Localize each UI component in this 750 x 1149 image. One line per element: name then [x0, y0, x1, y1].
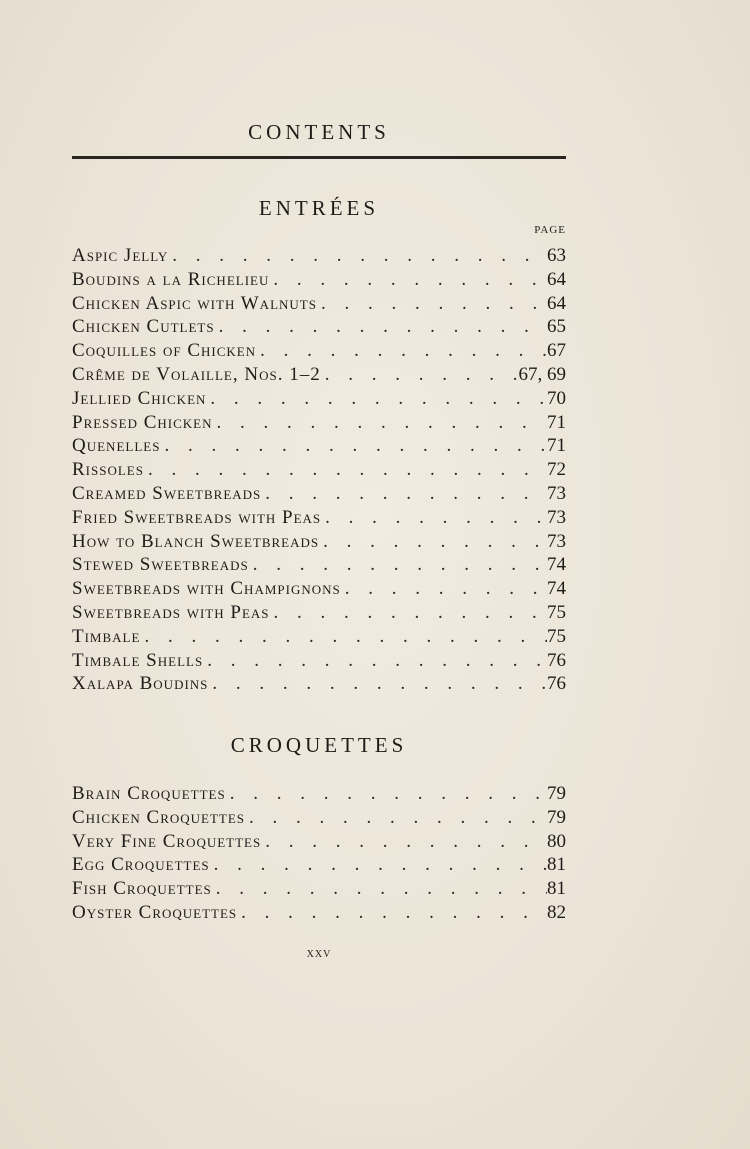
dot-leader	[317, 292, 547, 316]
dot-leader	[144, 458, 547, 482]
toc-entry-title: Egg Croquettes	[72, 854, 210, 876]
toc-entry-title: Jellied Chicken	[72, 387, 207, 409]
page-folio: xxv	[306, 946, 332, 961]
toc-entry	[72, 877, 566, 901]
toc-entry-page: 72	[547, 459, 566, 481]
toc-entry-title: Timbale	[72, 625, 141, 647]
toc-entry-title: Xalapa Boudins	[72, 673, 209, 695]
toc-entry	[72, 482, 566, 506]
toc-entry	[72, 434, 566, 458]
dot-leader	[237, 901, 547, 925]
toc-entry-page: 71	[547, 435, 566, 457]
toc-entry-page: 64	[547, 292, 566, 314]
toc-entry-title: Sweetbreads with Champignons	[72, 578, 341, 600]
toc-entry-page: 64	[547, 268, 566, 290]
toc-entry-title: Rissoles	[72, 459, 144, 481]
dot-leader	[245, 806, 547, 830]
dot-leader	[215, 315, 547, 339]
toc-entry	[72, 625, 566, 649]
toc-entry	[72, 672, 566, 696]
dot-leader	[140, 625, 547, 649]
toc-entry-page: 80	[547, 830, 566, 852]
toc-entry-title: Aspic Jelly	[72, 245, 169, 266]
dot-leader	[256, 339, 547, 363]
section-heading-entrees: ENTRÉES	[258, 196, 380, 220]
toc-entry-title: Crême de Volaille, Nos. 1–2	[72, 363, 321, 385]
toc-entry	[72, 853, 566, 877]
toc-entry-title: Boudins a la Richelieu	[72, 268, 270, 290]
dot-leader	[321, 506, 547, 530]
dot-leader	[208, 672, 547, 696]
toc-entry-title: Chicken Cutlets	[72, 316, 215, 338]
toc-entry-page: 82	[547, 901, 566, 923]
toc-entry-title: Coquilles of Chicken	[72, 340, 257, 362]
toc-entry-title: Brain Croquettes	[72, 783, 226, 804]
toc-entry-title: How to Blanch Sweetbreads	[72, 530, 320, 552]
toc-entry-page: 70	[547, 387, 566, 409]
toc-entry-page: 73	[547, 506, 566, 528]
dot-leader	[261, 482, 547, 506]
dot-leader	[168, 244, 547, 268]
dot-leader	[270, 601, 547, 625]
toc-entry-title: Chicken Aspic with Walnuts	[72, 292, 317, 314]
toc-entry-page: 73	[547, 530, 566, 552]
dot-leader	[319, 530, 547, 554]
toc-entry	[72, 339, 566, 363]
toc-list-croquettes	[72, 782, 566, 925]
dot-leader	[249, 553, 547, 577]
toc-entry-title: Fried Sweetbreads with Peas	[72, 506, 322, 528]
dot-leader	[321, 363, 519, 387]
header-rule	[72, 156, 566, 159]
dot-leader	[206, 387, 547, 411]
toc-entry-page: 75	[547, 601, 566, 623]
toc-entry	[72, 649, 566, 673]
toc-entry	[72, 315, 566, 339]
toc-entry-page: 81	[547, 878, 566, 900]
dot-leader	[261, 830, 547, 854]
dot-leader	[212, 877, 547, 901]
toc-entry-page: 74	[547, 578, 566, 600]
toc-entry	[72, 244, 566, 268]
toc-entry	[72, 506, 566, 530]
toc-entry	[72, 292, 566, 316]
toc-entry-title: Oyster Croquettes	[72, 901, 238, 923]
dot-leader	[269, 268, 547, 292]
toc-list-entrees	[72, 244, 566, 696]
dot-leader	[160, 434, 547, 458]
toc-entry	[72, 387, 566, 411]
toc-entry-title: Stewed Sweetbreads	[72, 554, 249, 576]
toc-entry-page: 67	[547, 340, 566, 362]
toc-entry-page: 76	[547, 673, 566, 695]
toc-entry-page: 71	[547, 411, 566, 433]
toc-entry-title: Very Fine Croquettes	[72, 830, 262, 852]
toc-entry	[72, 363, 566, 387]
toc-entry-title: Creamed Sweetbreads	[72, 482, 262, 504]
toc-entry-page: 75	[547, 625, 566, 647]
toc-entry	[72, 806, 566, 830]
toc-entry	[72, 268, 566, 292]
toc-entry-page: 73	[547, 482, 566, 504]
toc-entry-title: Chicken Croquettes	[72, 806, 246, 828]
toc-entry	[72, 411, 566, 435]
toc-entry	[72, 553, 566, 577]
toc-entry-page: 79	[547, 806, 566, 828]
toc-entry	[72, 577, 566, 601]
toc-entry	[72, 782, 566, 806]
dot-leader	[210, 853, 547, 877]
toc-entry-page: 76	[547, 649, 566, 671]
toc-entry	[72, 601, 566, 625]
toc-entry	[72, 830, 566, 854]
toc-entry-title: Fish Croquettes	[72, 878, 212, 900]
dot-leader	[226, 782, 547, 806]
toc-entry-page: 81	[547, 854, 566, 876]
toc-entry-title: Timbale Shells	[72, 649, 204, 671]
toc-entry-title: Quenelles	[72, 435, 161, 457]
toc-entry-title: Pressed Chicken	[72, 411, 213, 433]
section-heading-croquettes: CROQUETTES	[230, 733, 408, 757]
toc-entry-page: 79	[547, 783, 566, 804]
running-title: CONTENTS	[248, 120, 390, 144]
toc-entry	[72, 458, 566, 482]
page-column-label: PAGE	[534, 224, 566, 236]
toc-entry-page: 67, 69	[518, 363, 566, 385]
toc-entry-page: 74	[547, 554, 566, 576]
toc-entry	[72, 530, 566, 554]
toc-entry-page: 63	[547, 245, 566, 266]
dot-leader	[203, 649, 547, 673]
toc-entry-page: 65	[547, 316, 566, 338]
toc-entry-title: Sweetbreads with Peas	[72, 601, 270, 623]
toc-entry	[72, 901, 566, 925]
dot-leader	[341, 577, 547, 601]
dot-leader	[213, 411, 548, 435]
